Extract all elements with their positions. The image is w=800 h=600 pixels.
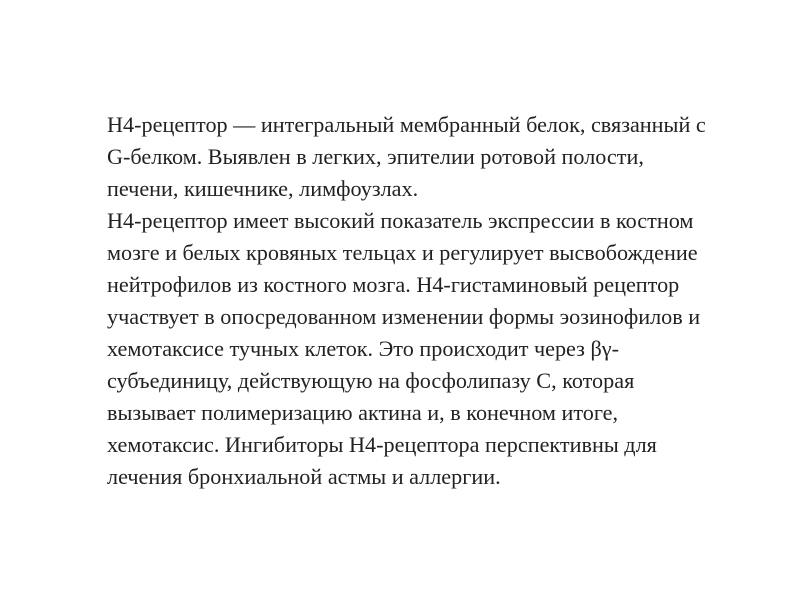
- paragraph-details: H4-рецептор имеет высокий показатель экспрессии в костном мозге и белых кровяных тельцах и регулирует высвобождение нейтрофилов из костного мозга. H4-гистаминовый рецептор участвует в опосредованном изменении формы эозинофилов и хемотаксисе тучных клеток. Это происходит через βγ- субъединицу, действующую на фосфолипазу С, которая вызывает полимеризацию актина и, в конечном итоге, хемотаксис. Ингибиторы H4-рецептора перспективны для лечения бронхиальной астмы и аллергии.: [107, 208, 701, 489]
- slide-text-block: [107, 109, 747, 493]
- paragraph-intro: H4-рецептор — интегральный мембранный белок, связанный с G-белком. Выявлен в легких, эпителии ротовой полости, печени, кишечнике, лимфоузлах.: [107, 112, 706, 201]
